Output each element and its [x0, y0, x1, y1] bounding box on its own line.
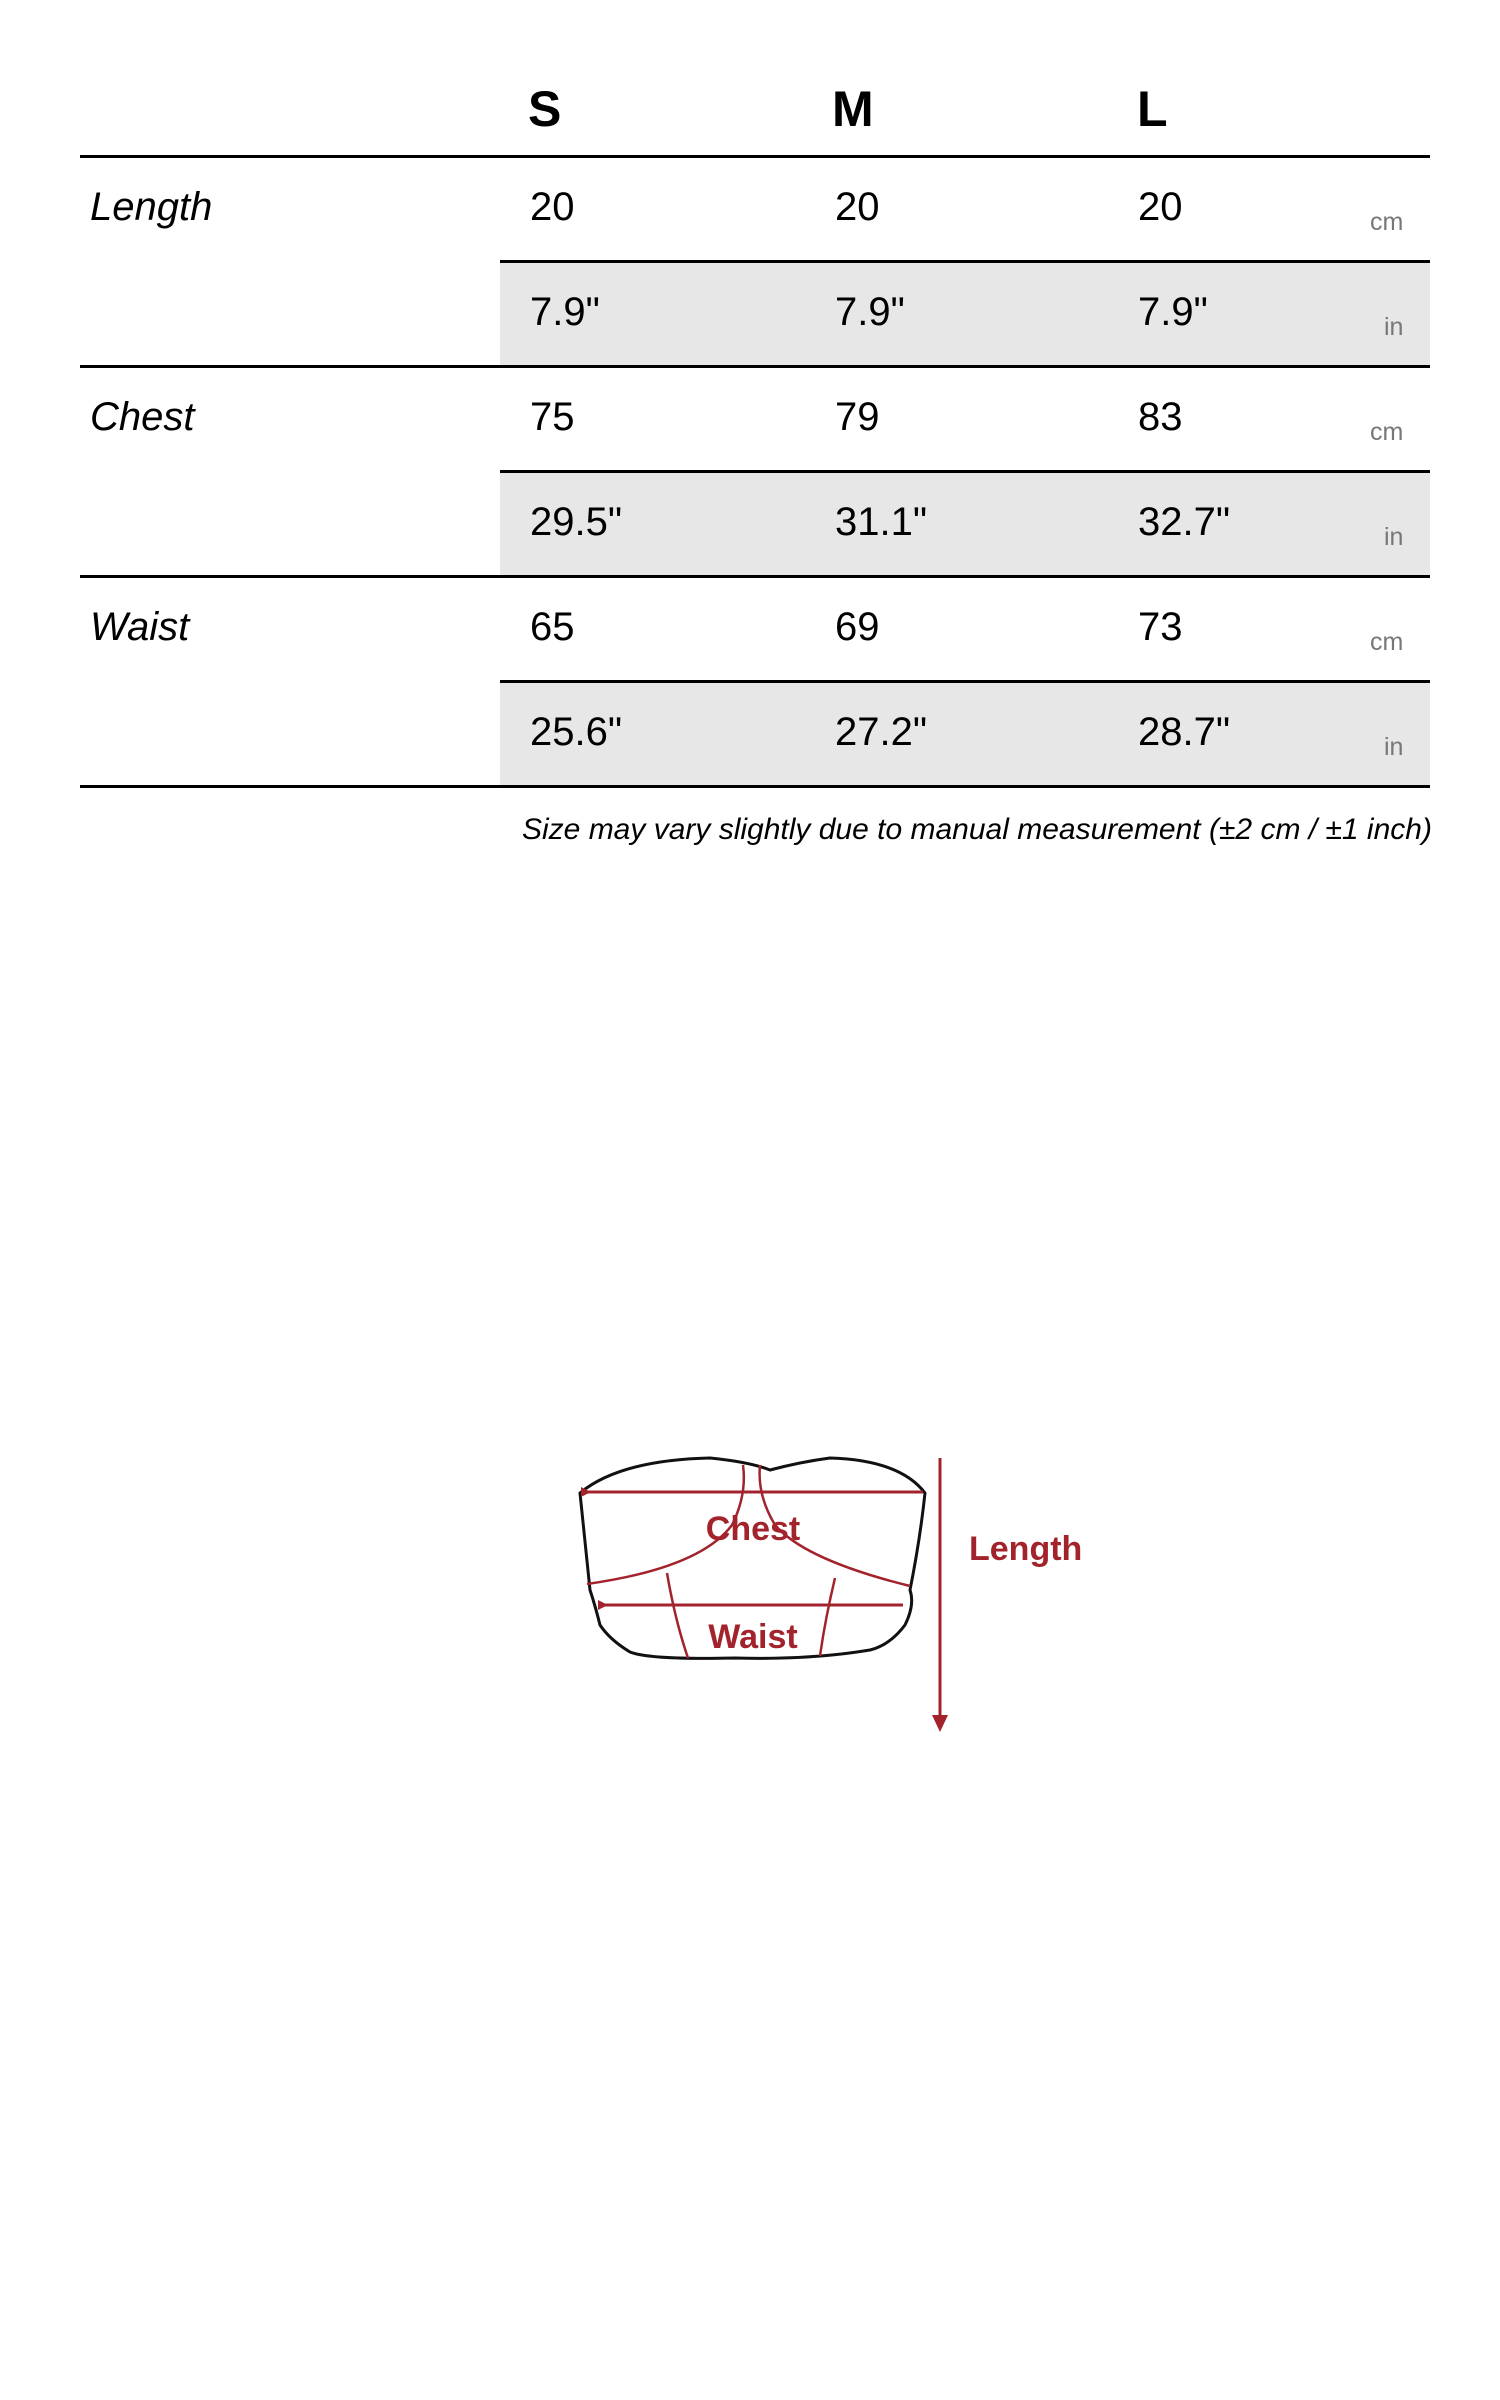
- waist-unit-in: in: [1384, 733, 1404, 761]
- chest-in-row: [500, 473, 1430, 575]
- length-cm-l: 20: [1138, 185, 1183, 229]
- waist-in-m: 27.2": [835, 710, 928, 754]
- size-header-m: M: [832, 81, 874, 137]
- row-label-waist: Waist: [90, 605, 190, 649]
- waist-cm-s: 65: [530, 605, 575, 649]
- measurement-note: Size may vary slightly due to manual measurement (±2 cm / ±1 inch): [522, 813, 1432, 846]
- chest-unit-in: in: [1384, 523, 1404, 551]
- length-rule: [80, 365, 1430, 368]
- size-header-s: S: [528, 81, 562, 137]
- waist-in-s: 25.6": [530, 710, 623, 754]
- chest-cm-l: 83: [1138, 395, 1183, 439]
- waist-in-row: [500, 683, 1430, 785]
- length-unit-cm: cm: [1370, 208, 1404, 236]
- length-cm-m: 20: [835, 185, 880, 229]
- waist-in-l: 28.7": [1138, 710, 1231, 754]
- length-in-s: 7.9": [530, 290, 600, 334]
- length-cm-s: 20: [530, 185, 575, 229]
- header-rule: [80, 155, 1430, 158]
- length-arrowhead: [932, 1715, 948, 1732]
- row-label-chest: Chest: [90, 395, 195, 439]
- chest-rule: [80, 575, 1430, 578]
- length-in-m: 7.9": [835, 290, 905, 334]
- chest-in-s: 29.5": [530, 500, 623, 544]
- row-label-length: Length: [90, 185, 213, 229]
- length-in-row: [500, 263, 1430, 365]
- chest-cm-s: 75: [530, 395, 575, 439]
- chest-in-m: 31.1": [835, 500, 928, 544]
- chest-unit-cm: cm: [1370, 418, 1404, 446]
- waist-label: Waist: [708, 1618, 798, 1656]
- waist-cm-l: 73: [1138, 605, 1183, 649]
- length-unit-in: in: [1384, 313, 1404, 341]
- length-in-l: 7.9": [1138, 290, 1208, 334]
- waist-cm-m: 69: [835, 605, 880, 649]
- garment-diagram: [560, 1440, 1100, 1750]
- chest-in-l: 32.7": [1138, 500, 1231, 544]
- size-header-l: L: [1137, 81, 1168, 137]
- chest-cm-m: 79: [835, 395, 880, 439]
- waist-unit-cm: cm: [1370, 628, 1404, 656]
- chest-label: Chest: [705, 1510, 801, 1548]
- table-bottom-rule: [80, 785, 1430, 788]
- length-label: Length: [969, 1530, 1083, 1568]
